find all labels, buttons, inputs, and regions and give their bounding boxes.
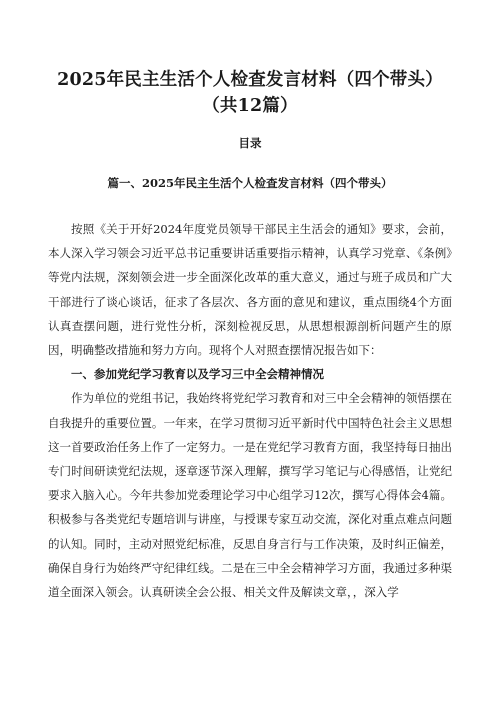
intro-paragraph: 按照《关于开好2024年度党员领导干部民主生活会的通知》要求，会前，本人深入学习领会习近平总书记重要讲话重要指示精神，认真学习党章、《条例》等党内法规，深刻领会进一步全面深化改革的重大意义，通过与班子成员和广大干部进行了谈心谈话，征求了各层次、各方面的意见和建议，重点围绕4个方面认真查摆问题，进行党性分析，深刻检视反思，从思想根源剖析问题产生的原因，明确整改措施和努力方向。现将个人对照查摆情况报告如下：	[48, 222, 452, 358]
section-heading: 一、参加党纪学习教育以及学习三中全会精神情况	[71, 367, 324, 382]
article-title: 篇一、2025年民主生活个人检查发言材料（四个带头）	[107, 176, 393, 190]
document-body	[48, 217, 452, 604]
section-paragraph: 作为单位的党组书记，我始终将党纪学习教育和对三中全会精神的领悟摆在自我提升的重要位置。一年来，在学习贯彻习近平新时代中国特色社会主义思想这一首要政治任务上作了一定努力。一是在党纪学习教育方面，我坚持每日抽出专门时间研读党纪法规，逐章逐节深入理解，撰写学习笔记与心得感悟，让党纪要求入脑入心。今年共参加党委理论学习中心组学习12次，撰写心得体会4篇。积极参与各类党纪专题培训与讲座，与授课专家互动交流，深化对重点难点问题的认知。同时，主动对照党纪标准，反思自身言行与工作决策，及时纠正偏差，确保自身行为始终严守纪律红线。二是在三中全会精神学习方面，我通过多种渠道全面深入领会。认真研读全会公报、相关文件及解读文章，，深入学	[48, 391, 452, 600]
document-title-line-2: （共12篇）	[202, 96, 298, 116]
toc-heading: 目录	[238, 136, 262, 150]
document-title	[48, 67, 452, 119]
document-title-line-1: 2025年民主生活个人检查发言材料（四个带头）	[57, 70, 443, 90]
